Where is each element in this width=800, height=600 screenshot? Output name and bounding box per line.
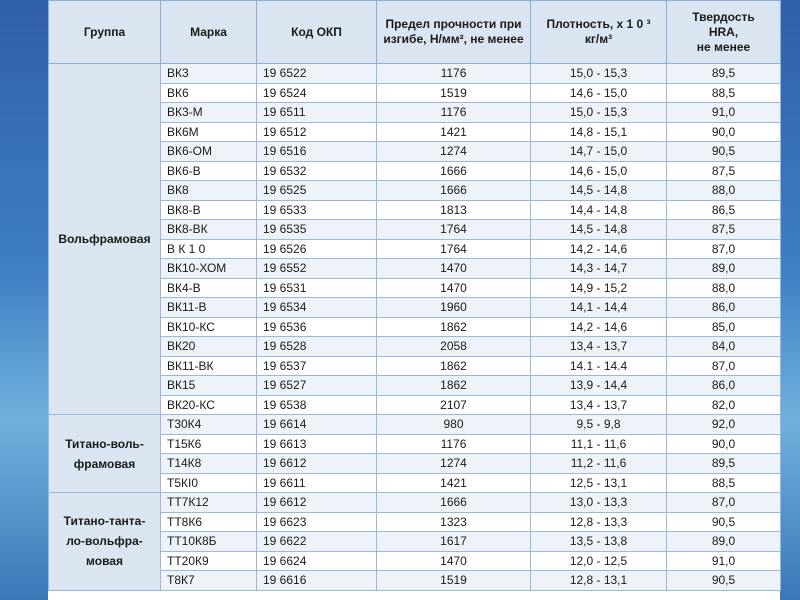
cell-okp-code: 19 6511 <box>257 103 377 123</box>
cell-grade: ТТ10К8Б <box>161 532 257 552</box>
cell-grade: Т5КІ0 <box>161 473 257 493</box>
cell-grade: ВК10-КС <box>161 317 257 337</box>
cell-hardness: 89,5 <box>667 454 781 474</box>
cell-bending-strength: 1470 <box>377 551 531 571</box>
cell-okp-code: 19 6536 <box>257 317 377 337</box>
cell-okp-code: 19 6535 <box>257 220 377 240</box>
alloy-table <box>48 0 781 591</box>
cell-density: 15,0 - 15,3 <box>531 64 667 84</box>
cell-bending-strength: 1274 <box>377 142 531 162</box>
cell-bending-strength: 1519 <box>377 83 531 103</box>
cell-density: 13,5 - 13,8 <box>531 532 667 552</box>
cell-grade: В К 1 0 <box>161 239 257 259</box>
cell-density: 12,8 - 13,3 <box>531 512 667 532</box>
cell-grade: ВК8-В <box>161 200 257 220</box>
cell-density: 9,5 - 9,8 <box>531 415 667 435</box>
cell-grade: ВК8 <box>161 181 257 201</box>
table-frame <box>48 0 780 600</box>
cell-grade: Т30К4 <box>161 415 257 435</box>
cell-okp-code: 19 6533 <box>257 200 377 220</box>
cell-hardness: 87,0 <box>667 356 781 376</box>
cell-hardness: 87,5 <box>667 161 781 181</box>
cell-density: 12,5 - 13,1 <box>531 473 667 493</box>
cell-bending-strength: 1421 <box>377 122 531 142</box>
cell-okp-code: 19 6614 <box>257 415 377 435</box>
cell-density: 14,9 - 15,2 <box>531 278 667 298</box>
cell-density: 12,0 - 12,5 <box>531 551 667 571</box>
cell-grade: ВК11-ВК <box>161 356 257 376</box>
cell-hardness: 90,5 <box>667 512 781 532</box>
cell-density: 14,4 - 14,8 <box>531 200 667 220</box>
cell-hardness: 90,5 <box>667 571 781 591</box>
cell-density: 11,1 - 11,6 <box>531 434 667 454</box>
cell-okp-code: 19 6538 <box>257 395 377 415</box>
cell-density: 14,2 - 14,6 <box>531 317 667 337</box>
cell-density: 15,0 - 15,3 <box>531 103 667 123</box>
cell-density: 14,2 - 14,6 <box>531 239 667 259</box>
cell-okp-code: 19 6525 <box>257 181 377 201</box>
cell-bending-strength: 1421 <box>377 473 531 493</box>
cell-grade: ВК10-ХОМ <box>161 259 257 279</box>
cell-density: 14,5 - 14,8 <box>531 220 667 240</box>
cell-bending-strength: 1862 <box>377 376 531 396</box>
cell-okp-code: 19 6526 <box>257 239 377 259</box>
cell-density: 13,4 - 13,7 <box>531 395 667 415</box>
cell-grade: ВК11-В <box>161 298 257 318</box>
cell-okp-code: 19 6524 <box>257 83 377 103</box>
cell-okp-code: 19 6516 <box>257 142 377 162</box>
cell-bending-strength: 2058 <box>377 337 531 357</box>
cell-density: 14,8 - 15,1 <box>531 122 667 142</box>
cell-hardness: 91,0 <box>667 103 781 123</box>
cell-bending-strength: 1176 <box>377 103 531 123</box>
cell-bending-strength: 1274 <box>377 454 531 474</box>
cell-hardness: 89,0 <box>667 259 781 279</box>
cell-bending-strength: 1176 <box>377 434 531 454</box>
cell-grade: ВК6-ОМ <box>161 142 257 162</box>
cell-bending-strength: 1666 <box>377 181 531 201</box>
cell-grade: ВК6-В <box>161 161 257 181</box>
cell-okp-code: 19 6532 <box>257 161 377 181</box>
header-row <box>49 1 781 64</box>
cell-hardness: 90,0 <box>667 434 781 454</box>
cell-density: 14,6 - 15,0 <box>531 83 667 103</box>
cell-hardness: 89,0 <box>667 532 781 552</box>
cell-okp-code: 19 6622 <box>257 532 377 552</box>
cell-bending-strength: 1764 <box>377 239 531 259</box>
cell-grade: ВК4-В <box>161 278 257 298</box>
table-body <box>49 64 781 591</box>
cell-grade: Т15К6 <box>161 434 257 454</box>
cell-okp-code: 19 6623 <box>257 512 377 532</box>
cell-bending-strength: 1470 <box>377 278 531 298</box>
cell-hardness: 89,5 <box>667 64 781 84</box>
cell-bending-strength: 1617 <box>377 532 531 552</box>
table-row <box>49 64 781 84</box>
header-density: Плотность, x 1 0 ³ кг/м³ <box>531 1 667 64</box>
cell-okp-code: 19 6512 <box>257 122 377 142</box>
header-group: Группа <box>49 1 161 64</box>
cell-okp-code: 19 6537 <box>257 356 377 376</box>
header-grade: Марка <box>161 1 257 64</box>
cell-density: 11,2 - 11,6 <box>531 454 667 474</box>
cell-density: 14.1 - 14.4 <box>531 356 667 376</box>
table-row <box>49 415 781 435</box>
cell-grade: ВК6М <box>161 122 257 142</box>
cell-okp-code: 19 6531 <box>257 278 377 298</box>
cell-hardness: 84,0 <box>667 337 781 357</box>
cell-bending-strength: 1862 <box>377 317 531 337</box>
cell-grade: ВК8-ВК <box>161 220 257 240</box>
cell-okp-code: 19 6612 <box>257 454 377 474</box>
cell-hardness: 88,0 <box>667 278 781 298</box>
cell-grade: Т8К7 <box>161 571 257 591</box>
cell-bending-strength: 1960 <box>377 298 531 318</box>
header-bending-strength: Предел прочности при изгибе, Н/мм², не менее <box>377 1 531 64</box>
cell-density: 13,9 - 14,4 <box>531 376 667 396</box>
cell-density: 13,0 - 13,3 <box>531 493 667 513</box>
cell-hardness: 86,0 <box>667 376 781 396</box>
cell-density: 14,5 - 14,8 <box>531 181 667 201</box>
cell-density: 14,3 - 14,7 <box>531 259 667 279</box>
group-cell: Вольфрамовая <box>49 64 161 415</box>
cell-grade: ВК3 <box>161 64 257 84</box>
header-hardness: Твердость HRA, не менее <box>667 1 781 64</box>
cell-okp-code: 19 6522 <box>257 64 377 84</box>
cell-bending-strength: 980 <box>377 415 531 435</box>
cell-hardness: 87,0 <box>667 239 781 259</box>
cell-density: 14,1 - 14,4 <box>531 298 667 318</box>
cell-hardness: 90,5 <box>667 142 781 162</box>
cell-bending-strength: 1666 <box>377 161 531 181</box>
cell-hardness: 92,0 <box>667 415 781 435</box>
cell-hardness: 88,5 <box>667 473 781 493</box>
cell-okp-code: 19 6616 <box>257 571 377 591</box>
cell-bending-strength: 1813 <box>377 200 531 220</box>
cell-hardness: 88,0 <box>667 181 781 201</box>
group-cell: Титано-воль- фрамовая <box>49 415 161 493</box>
cell-hardness: 82,0 <box>667 395 781 415</box>
group-cell: Титано-танта- ло-вольфра- мовая <box>49 493 161 591</box>
cell-bending-strength: 2107 <box>377 395 531 415</box>
cell-hardness: 88,5 <box>667 83 781 103</box>
cell-bending-strength: 1862 <box>377 356 531 376</box>
cell-density: 13,4 - 13,7 <box>531 337 667 357</box>
cell-bending-strength: 1470 <box>377 259 531 279</box>
cell-hardness: 86,0 <box>667 298 781 318</box>
cell-grade: ТТ7К12 <box>161 493 257 513</box>
cell-bending-strength: 1176 <box>377 64 531 84</box>
table-row <box>49 493 781 513</box>
cell-hardness: 87,5 <box>667 220 781 240</box>
cell-grade: ВК20 <box>161 337 257 357</box>
cell-hardness: 87,0 <box>667 493 781 513</box>
cell-hardness: 91,0 <box>667 551 781 571</box>
cell-bending-strength: 1666 <box>377 493 531 513</box>
cell-hardness: 85,0 <box>667 317 781 337</box>
header-okp-code: Код ОКП <box>257 1 377 64</box>
cell-okp-code: 19 6611 <box>257 473 377 493</box>
cell-grade: ВК20-КС <box>161 395 257 415</box>
cell-density: 12,8 - 13,1 <box>531 571 667 591</box>
cell-okp-code: 19 6527 <box>257 376 377 396</box>
cell-grade: ВК6 <box>161 83 257 103</box>
cell-okp-code: 19 6624 <box>257 551 377 571</box>
cell-okp-code: 19 6613 <box>257 434 377 454</box>
cell-bending-strength: 1764 <box>377 220 531 240</box>
cell-okp-code: 19 6612 <box>257 493 377 513</box>
cell-hardness: 86,5 <box>667 200 781 220</box>
cell-bending-strength: 1519 <box>377 571 531 591</box>
cell-density: 14,7 - 15,0 <box>531 142 667 162</box>
cell-grade: Т14К8 <box>161 454 257 474</box>
cell-density: 14,6 - 15,0 <box>531 161 667 181</box>
cell-okp-code: 19 6528 <box>257 337 377 357</box>
cell-grade: ВК3-М <box>161 103 257 123</box>
cell-okp-code: 19 6552 <box>257 259 377 279</box>
cell-grade: ТТ8К6 <box>161 512 257 532</box>
cell-okp-code: 19 6534 <box>257 298 377 318</box>
cell-hardness: 90,0 <box>667 122 781 142</box>
cell-grade: ТТ20К9 <box>161 551 257 571</box>
cell-bending-strength: 1323 <box>377 512 531 532</box>
cell-grade: ВК15 <box>161 376 257 396</box>
